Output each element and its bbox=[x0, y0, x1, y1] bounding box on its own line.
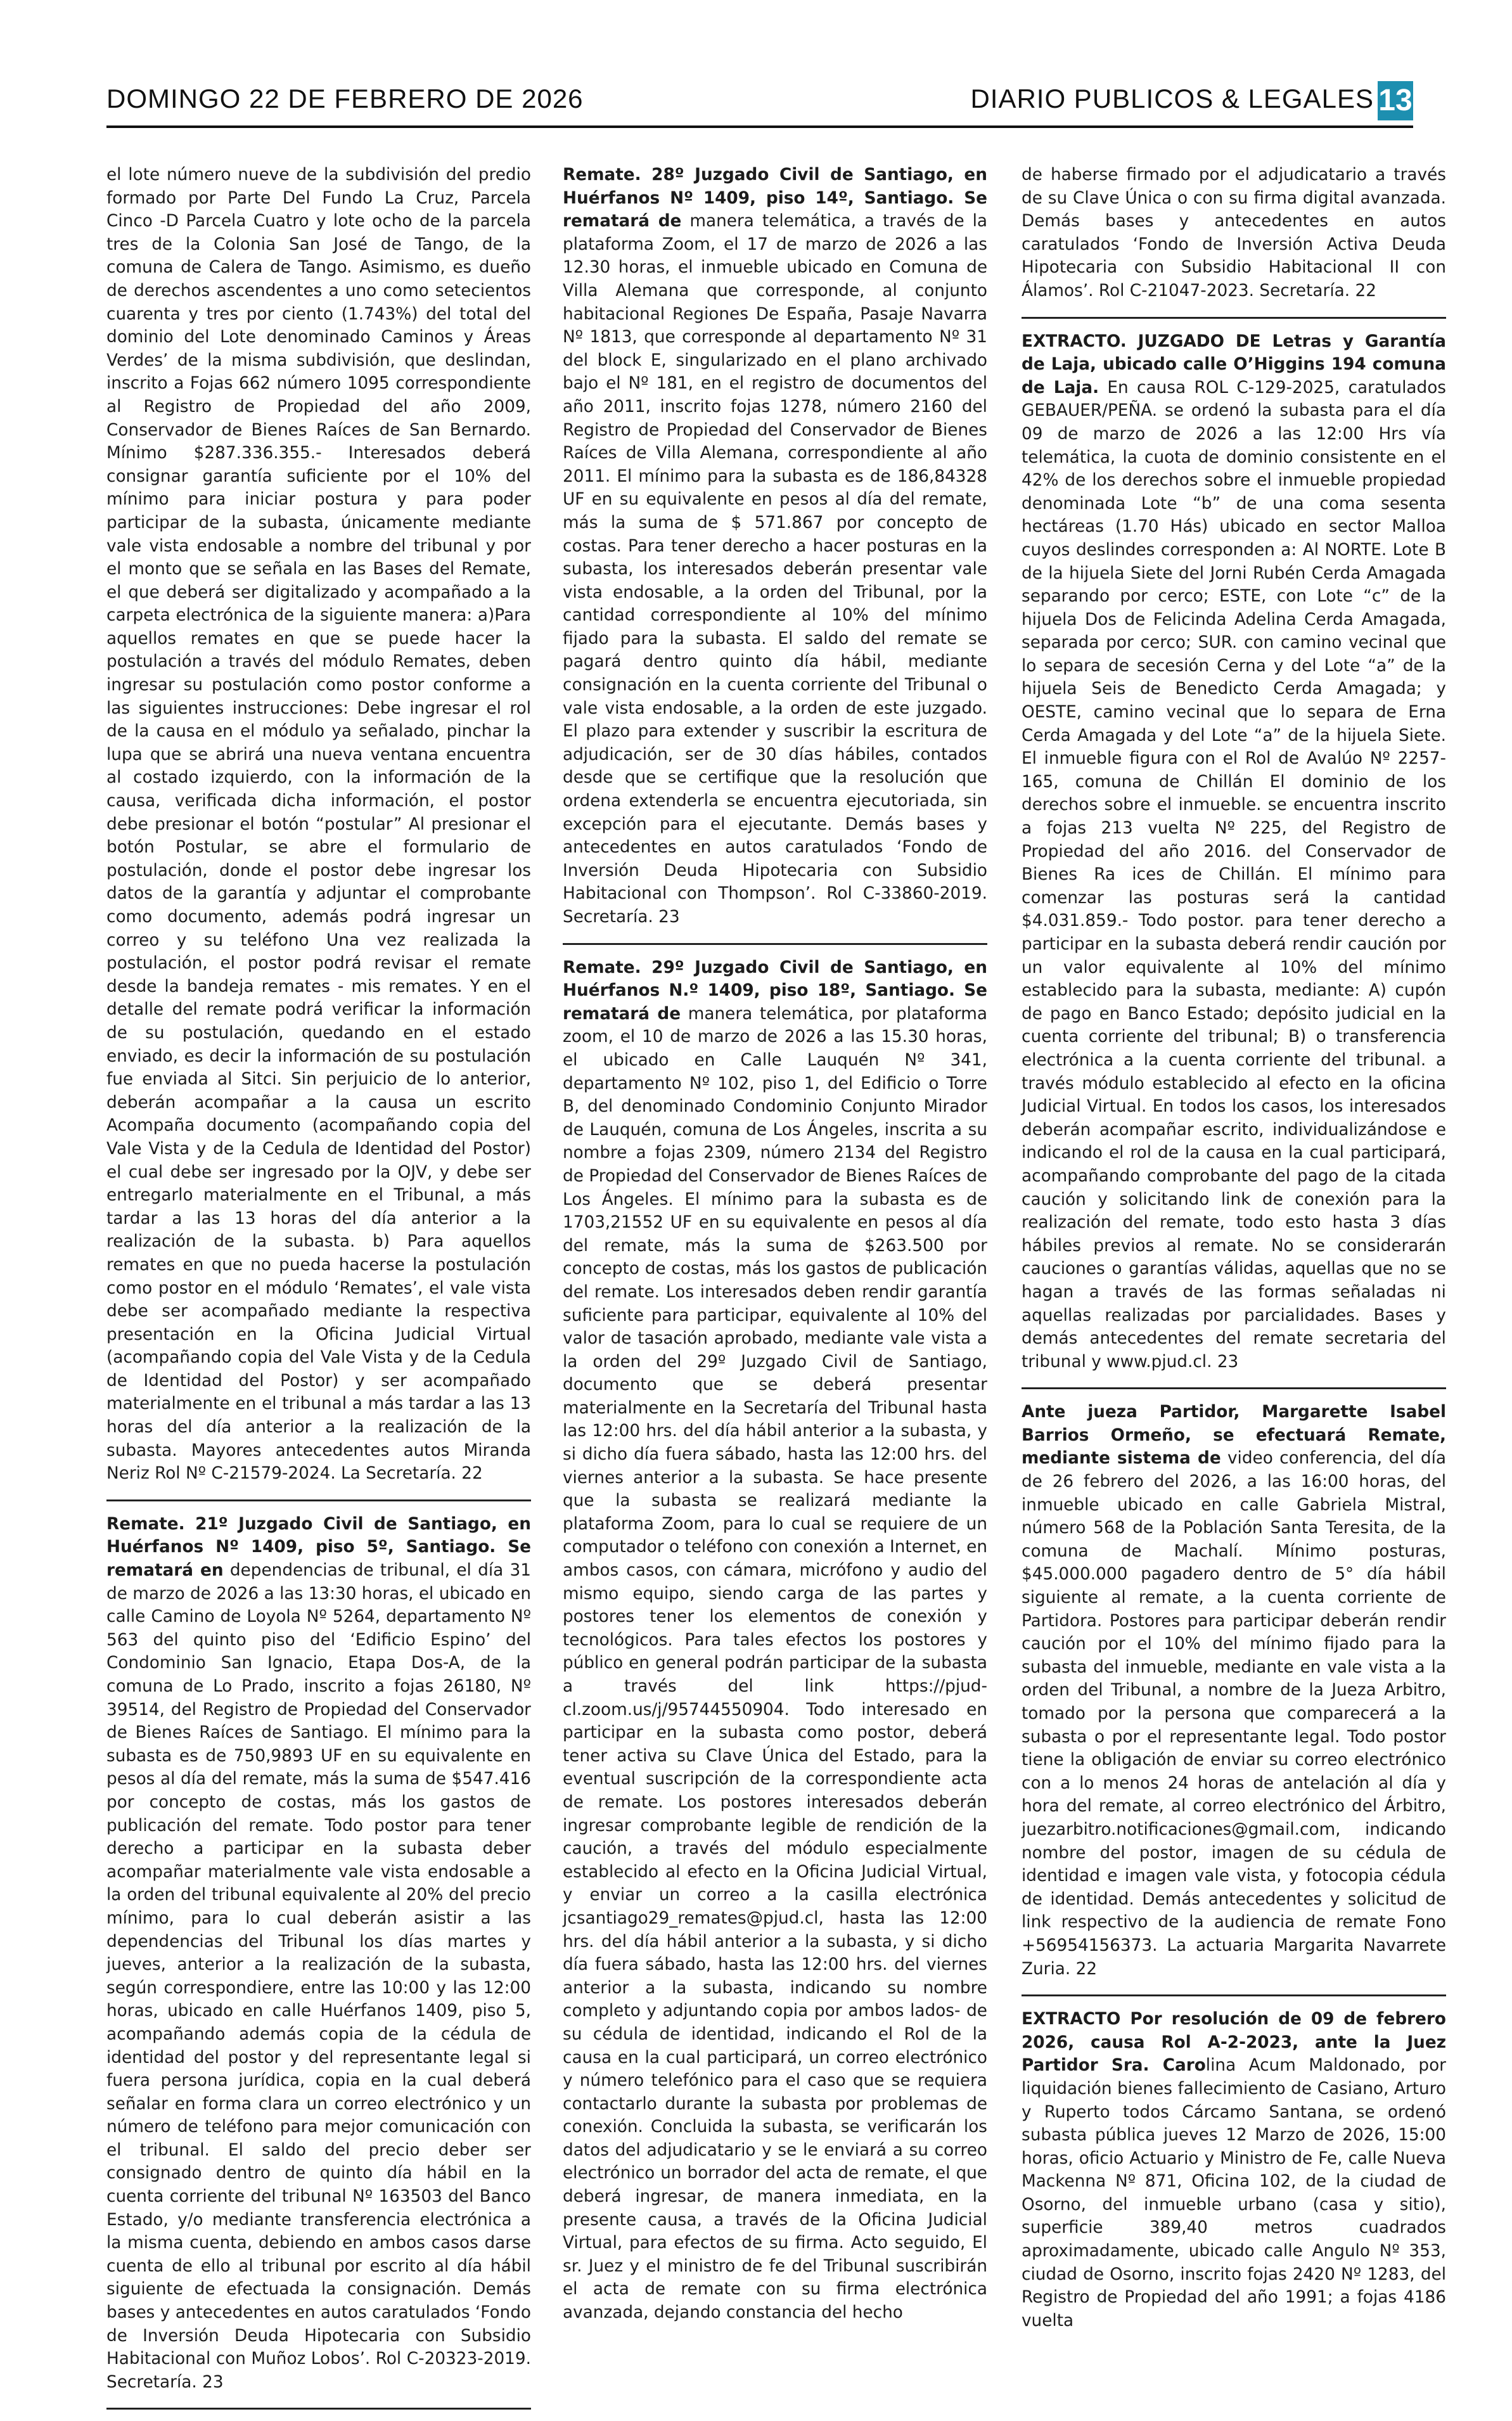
page-header bbox=[106, 81, 1413, 123]
notice-heading: Ante jueza Partidor, Margarette Isabel Barrios Ormeño, se efectuará Remate, mediante sistema de bbox=[1022, 1403, 1446, 1468]
notice-29-juzgado bbox=[563, 956, 987, 2325]
column-3 bbox=[1022, 164, 1446, 2332]
notice-divider bbox=[1022, 317, 1446, 319]
notice-text: video conferencia, del día de 26 febrero del 2026, a las 16:00 horas, del inmueble ubicado en calle Gabriela Mistral, número 568 de la Población Santa Teresita, de la comuna de Machalí. Mínimo posturas, $45.000.000 pagadero dentro de 5° día hábil siguiente al remate, a la cuenta corriente de Partidora. Postores para participar deberán rendir caución por el 10% del mínimo fijado para la subasta del inmueble, mediante en vale vista a la orden del Tribunal, a nombre de la Jueza Arbitro, tomado por la persona que comparecerá a la subasta o por el representante legal. Todo postor tiene la obligación de enviar su correo electrónico con a lo menos 24 horas de antelación al día y hora del remate, al correo electrónico del Árbitro, juezarbitro.notificaciones@gmail.com, indicando nombre del postor, imagen de su cédula de identidad e imagen vale vista, y fotocopia cédula de identidad. Demás antecedentes y solicitud de link respectivo de la audiencia de remate Fono +56954156373. La actuaria Margarita Navarrete Zuria. 22 bbox=[1022, 1449, 1446, 1979]
notice-heading: Remate. 28º Juzgado Civil de Santiago, en Huérfanos Nº 1409, piso 14º, Santiago. Se rematará de bbox=[563, 165, 987, 231]
header-date: DOMINGO 22 DE FEBRERO DE 2026 bbox=[106, 84, 584, 113]
notice-heading: Remate. 29º Juzgado Civil de Santiago, en Huérfanos N.º 1409, piso 18º, Santiago. Se rematará de bbox=[563, 958, 987, 1024]
notice-divider bbox=[106, 2408, 531, 2410]
page-number-badge: 13 bbox=[1378, 81, 1413, 120]
notice-heading: Remate. 21º Juzgado Civil de Santiago, en Huérfanos Nº 1409, piso 5º, Santiago. Se rematará en bbox=[106, 1514, 531, 1581]
notice-continuation bbox=[1022, 164, 1446, 303]
notice-divider bbox=[106, 1499, 531, 1501]
notice-28-juzgado bbox=[563, 164, 987, 929]
column-1 bbox=[106, 164, 531, 2421]
notice-partidor-barrios bbox=[1022, 1401, 1446, 1981]
notice-text: dependencias de tribunal, el día 31 de marzo de 2026 a las 13:30 horas, el ubicado en calle Camino de Loyola Nº 5264, departamento Nº 563 del quinto piso del ‘Edificio Espino’ del Condominio San Ignacio, Etapa Dos-A, de la comuna de Lo Prado, inscrito a fojas 26180, Nº 39514, del Registro de Propiedad del Conservador de Bienes Raíces de Santiago. El mínimo para la subasta es de 750,9893 UF en su equivalente en pesos al día del remate, más la suma de $547.416 por concepto de costas, más los gastos de publicación del remate. Todo postor para tener derecho a participar en la subasta deber acompañar materialmente vale vista endosable a la orden del tribunal equivalente al 20% del precio mínimo, para lo cual deberán asistir a las dependencias del Tribunal los días martes y jueves, anterior a la realización de la subasta, según correspondiere, entre las 10:00 y las 12:00 horas, ubicado en calle Huérfanos 1409, piso 5, acompañando además copia de la cédula de identidad del postor y del representante legal si fuera persona jurídica, copia en la cual deberá señalar en forma clara un correo electrónico y un número de teléfono para mejor comunicación con el tribunal. El saldo del precio deber ser consignado dentro de quinto día hábil en la cuenta corriente del tribunal Nº 163503 del Banco Estado, y/o mediante transferencia electrónica a la misma cuenta, debiendo en ambos casos darse cuenta de ello al tribunal por escrito al día hábil siguiente de efectuada la consignación. Demás bases y antecedentes en autos caratulados ‘Fondo de Inversión Deuda Hipotecaria con Subsidio Habitacional con Muñoz Lobos’. Rol C-20323-2019. Secretaría. 23 bbox=[106, 1561, 531, 2392]
header-publication: DIARIO PUBLICOS & LEGALES bbox=[970, 84, 1374, 113]
notice-text: manera telemática, a través de la plataforma Zoom, el 17 de marzo de 2026 a las 12.30 horas, el inmueble ubicado en Comuna de Villa Alemana que corresponde, al conjunto habitacional Regiones De España, Pasaje Navarra Nº 1813, que corresponde al departamento Nº 31 del block E, singularizado en el plano archivado bajo el Nº 181, en el registro de documentos del año 2011, inscrito fojas 1278, número 2160 del Registro de Propiedad del Conservador de Bienes Raíces de Villa Alemana, correspondiente al año 2011. El mínimo para la subasta es de 186,84328 UF en su equivalente en pesos al día del remate, más la suma de $ 571.867 por concepto de costas. Para tener derecho a hacer posturas en la subasta, los interesados deberán presentar vale vista endosable, a la orden del Tribunal, por la cantidad correspondiente al 10% del mínimo fijado para la subasta. El saldo del remate se pagará dentro quinto día hábil, mediante consignación en la cuenta corriente del Tribunal o vale vista endosable, a la orden de este juzgado. El plazo para extender y suscribir la escritura de adjudicación, ser de 30 días hábiles, contados desde que se certifique que la resolución que ordena extenderla se encuentra ejecutoriada, sin excepción para el ejecutante. Demás bases y antecedentes en autos caratulados ‘Fondo de Inversión Deuda Hipotecaria con Subsidio Habitacional con Thompson’. Rol C-33860-2019. Secretaría. 23 bbox=[563, 212, 988, 927]
notice-text: de haberse firmado por el adjudicatario a través de su Clave Única o con su firma digital avanzada. Demás bases y antecedentes en autos caratulados ‘Fondo de Inversión Activa Deuda Hipotecaria con Subsidio Habitacional II con Álamos’. Rol C-21047-2023. Secretaría. 22 bbox=[1022, 165, 1446, 300]
notice-text: lina Acum Maldonado, por liquidación bienes fallecimiento de Casiano, Arturo y Ruperto todos Cárcamo Santana, se ordenó subasta pública jueves 12 Marzo de 2026, 15:00 horas, oficio Actuario y Ministro de Fe, calle Nueva Mackenna Nº 871, Oficina 102, de la ciudad de Osorno, del inmueble urbano (casa y sitio), superficie 389,40 metros cuadrados aproximadamente, ubicado calle Angulo Nº 353, ciudad de Osorno, inscrito fojas 2420 Nº 1283, del Registro de Propiedad del año 1991; a fojas 4186 vuelta bbox=[1022, 2056, 1446, 2330]
column-2 bbox=[563, 164, 987, 2325]
notice-osorno bbox=[1022, 2008, 1446, 2332]
notice-continuation bbox=[106, 164, 531, 1486]
notice-text: manera telemática, por plataforma zoom, el 10 de marzo de 2026 a las 15.30 horas, el ubicado en Calle Lauquén Nº 341, departamento Nº 102, piso 1, del Edificio o Torre B, del denominado Condominio Conjunto Mirador de Lauquén, comuna de Los Ángeles, inscrita a su nombre a fojas 2309, número 2134 del Registro de Propiedad del Conservador de Bienes Raíces de Los Ángeles. El mínimo para la subasta es de 1703,21552 UF en su equivalente en pesos al día del remate, más la suma de $263.500 por concepto de costas, más los gastos de publicación del remate. Los interesados deben rendir garantía suficiente para participar, equivalente al 10% del valor de tasación aprobado, mediante vale vista a la orden del 29º Juzgado Civil de Santiago, documento que se deberá presentar materialmente en la Secretaría del Tribunal hasta las 12:00 hrs. del día hábil anterior a la subasta, y si dicho día fuera sábado, hasta las 12:00 hrs. del viernes anterior a la subasta. Se hace presente que la subasta se realizará mediante la plataforma Zoom, para lo cual se requiere de un computador o teléfono con conexión a Internet, en ambos casos, con cámara, micrófono y audio del mismo equipo, siendo carga de las partes y postores tener los elementos de conexión y tecnológicos. Para tales efectos los postores y público en general podrán participar de la subasta a través del link https://pjud-cl.zoom.us/j/95744550904. Todo interesado en participar en la subasta como postor, deberá tener activa su Clave Única del Estado, para la eventual suscripción de la correspondiente acta de remate. Los postores interesados deberán ingresar comprobante legible de rendición de la caución, a través del módulo especialmente establecido al efecto en la Oficina Judicial Virtual, y enviar un correo a la casilla electrónica jcsantiago29_remates@pjud.cl, hasta las 12:00 hrs. del día hábil anterior a la subasta, y si dicho día fuera sábado, hasta las 12:00 hrs. del viernes anterior a la subasta, indicando su nombre completo y adjuntando copia por ambos lados- de su cédula de identidad, indicando el Rol de la causa en la cual participará, un correo electrónico y número telefónico para el caso que se requiera contactarlo durante la subasta por problemas de conexión. Concluida la subasta, se verificarán los datos del adjudicatario y se le enviará a su correo electrónico un borrador del acta de remate, el que deberá ingresar, de manera inmediata, en la presente causa, a través de la Oficina Judicial Virtual, para efectos de su firma. Acto seguido, El sr. Juez y el ministro de fe del Tribunal suscribirán el acta de remate con su firma electrónica avanzada, dejando constancia del hecho bbox=[563, 1004, 987, 2323]
notice-heading: EXTRACTO. JUZGADO DE Letras y Garantía de Laja, ubicado calle O’Higgins 194 comuna de Laja. bbox=[1022, 331, 1446, 397]
notice-text: el lote número nueve de la subdivisión del predio formado por Parte Del Fundo La Cruz, Parcela Cinco -D Parcela Cuatro y lote ocho de la parcela tres de la Colonia San José de Tango, de la comuna de Calera de Tango. Asimismo, es dueño de derechos ascendentes a uno como setecientos cuarenta y tres por ciento (1.743%) del total del dominio del Lote denominado Caminos y Áreas Verdes’ de la misma subdivisión, que deslindan, inscrito a Fojas 662 número 1095 correspondiente al Registro de Propiedad del año 2009, Conservador de Bienes Raíces de San Bernardo. Mínimo $287.336.355.- Interesados deberá consignar garantía suficiente por el 10% del mínimo para iniciar postura y para poder participar de la subasta, únicamente mediante vale vista endosable a nombre del tribunal y por el monto que se señala en las Bases del Remate, el que deberá ser digitalizado y acompañado a la carpeta electrónica de la siguiente manera: a)Para aquellos remates en que se puede hacer la postulación a través del módulo Remates, deben ingresar su postulación como postor conforme a las siguientes instrucciones: Debe ingresar el rol de la causa en el módulo ya señalado, pinchar la lupa que se abrirá una nueva ventana encuentra al costado izquierdo, con la información de la causa, verificada dicha información, el postor debe presionar el botón “postular” Al presionar el botón Postular, se abre el formulario de postulación, donde el postor debe ingresar los datos de la garantía y adjuntar el comprobante como documento, además podrá ingresar un correo y su teléfono Una vez realizada la postulación, el postor podrá revisar el remate desde la bandeja remates - mis remates. Y en el detalle del remate podrá verificar la información de su postulación, quedando en el estado enviado, es decir la información de su postulación fue enviada al Sitci. Sin perjuicio de lo anterior, deberán acompañar a la causa un escrito Acompaña documento (acompañando copia del Vale Vista y de la Cedula de Identidad del Postor) el cual debe ser ingresado por la OJV, y debe ser entregarlo materialmente en el Tribunal, a más tardar a las 13 horas del día anterior a la realización de la subasta. b) Para aquellos remates en que no pueda hacerse la postulación como postor en el módulo ‘Remates’, el vale vista debe ser acompañado mediante la respectiva presentación en la Oficina Judicial Virtual (acompañando copia del Vale Vista y de la Cedula de Identidad del Postor) y ser acompañado materialmente en el tribunal a más tardar a las 13 horas del día anterior a la realización de la subasta. Mayores antecedentes autos Miranda Neriz Rol Nº C-21579-2024. La Secretaría. 22 bbox=[106, 165, 531, 1484]
notice-laja bbox=[1022, 330, 1446, 1374]
notice-divider bbox=[1022, 1387, 1446, 1389]
notice-divider bbox=[1022, 1994, 1446, 1996]
notice-text: En causa ROL C-129-2025, caratulados GEBAUER/PEÑA. se ordenó la subasta para el día 09 de marzo de 2026 a las 12:00 Hrs vía telemática, la cuota de dominio consistente en el 42% de los derechos sobre el inmueble propiedad denominada Lote “b” de una coma sesenta hectáreas (1.70 Hás) ubicado en sector Malloa cuyos deslindes corresponden a: Al NORTE. Lote B de la hijuela Siete del Jorni Rubén Cerda Amagada separando por cerco; ESTE, con Lote “c” de la hijuela Dos de Felicinda Adelina Cerda Amagada, separada por cerco; SUR. con camino vecinal que lo separa de secesión Cerna y del Lote “a” de la hijuela Seis de Benedicto Cerda Amagada; y OESTE, camino vecinal que lo separa de Erna Cerda Amagada y del Lote “a” de la hijuela Siete. El inmueble figura con el Rol de Avalúo Nº 2257-165, comuna de Chillán El dominio de los derechos sobre el inmueble. se encuentra inscrito a fojas 213 vuelta Nº 225, del Registro de Propiedad del año 2016. del Conservador de Bienes Ra ices de Chillán. El mínimo para comenzar las posturas será la cantidad $4.031.859.- Todo postor. para tener derecho a participar en la subasta deberá rendir caución por un valor equivalente al 10% del mínimo establecido para la subasta, mediante: A) cupón de pago en Banco Estado; depósito judicial en la cuenta corriente del tribunal; B) o transferencia electrónica a la cuenta corriente del tribunal. a través módulo establecido al efecto en la oficina Judicial Virtual. En todos los casos, los interesados deberán acompañar escrito, individualizándose e indicando el rol de la causa en la cual participará, acompañando comprobante del pago de la citada caución y solicitando link de conexión para la realización del remate, todo esto hasta 3 días hábiles previos al remate. No se considerarán cauciones o garantías válidas, aquellas que no se hagan a través de las formas señaladas ni aquellas realizadas por parcialidades. Bases y demás antecedentes del remate secretaria del tribunal y www.pjud.cl. 23 bbox=[1022, 378, 1446, 1371]
notice-heading: EXTRACTO Por resolución de 09 de febrero 2026, causa Rol A-2-2023, ante la Juez Partidor Sra. Caro bbox=[1022, 2010, 1446, 2076]
notice-divider bbox=[563, 943, 987, 945]
notice-21-juzgado bbox=[106, 1513, 531, 2394]
header-rule bbox=[106, 125, 1413, 128]
